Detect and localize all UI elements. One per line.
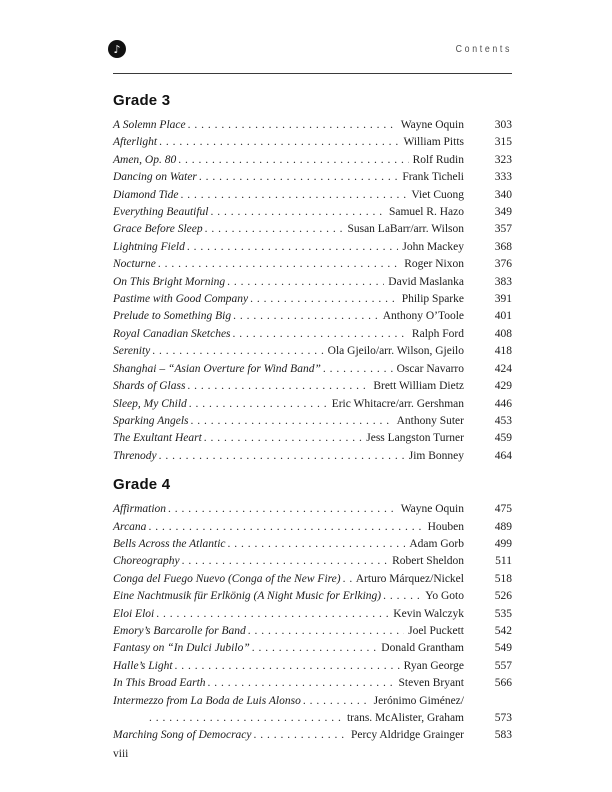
toc-row	[113, 134, 512, 151]
toc-entry-page: 453	[494, 414, 512, 427]
toc-entry-page: 518	[494, 572, 512, 585]
toc-entry-title: Royal Canadian Sketches	[113, 327, 231, 340]
toc-entry-composer: Oscar Navarro	[396, 362, 464, 375]
toc-entry-title: Affirmation	[113, 503, 167, 516]
toc-entry-composer: Robert Sheldon	[392, 555, 464, 568]
toc-entry-title: Pastime with Good Company	[113, 293, 249, 306]
toc-entry-composer: Ryan George	[403, 659, 464, 672]
dot-leader	[252, 640, 378, 657]
toc-entry-composer: Brett William Dietz	[373, 380, 464, 393]
dot-leader	[254, 727, 347, 744]
toc-entry-title: Fantasy on “In Dulci Jubilo”	[113, 642, 250, 655]
toc-entry-composer: Ralph Ford	[411, 327, 464, 340]
toc-entry-page: 340	[494, 188, 512, 201]
toc-entry-page: 333	[494, 171, 512, 184]
dot-leader	[189, 396, 328, 413]
toc-entry-page: 511	[495, 555, 512, 568]
toc-row	[113, 256, 512, 273]
toc-entry-composer: Susan LaBarr/arr. Wilson	[347, 223, 464, 236]
toc-row	[113, 640, 512, 657]
toc-entry-page: 376	[494, 258, 512, 271]
dot-leader	[233, 326, 408, 343]
toc-entry-page: 391	[494, 293, 512, 306]
toc-row	[113, 571, 512, 588]
toc-entry-page: 349	[494, 206, 512, 219]
toc-entry-title: Shards of Glass	[113, 380, 186, 393]
section-heading: Grade 3	[113, 92, 171, 109]
toc-row	[113, 675, 512, 692]
toc-row	[113, 430, 512, 447]
toc-row	[113, 221, 512, 238]
toc-entry-composer: Yo Goto	[425, 590, 464, 603]
dot-leader	[181, 187, 408, 204]
toc-row	[113, 396, 512, 413]
toc-row	[113, 710, 512, 727]
toc-row	[113, 152, 512, 169]
toc-entry-page: 424	[494, 362, 512, 375]
toc-entry-title: Nocturne	[113, 258, 156, 271]
toc-entry-title: Eloi Eloi	[113, 607, 155, 620]
toc-entry-title: Choreography	[113, 555, 180, 568]
dot-leader	[199, 169, 398, 186]
toc-entry-title: Sleep, My Child	[113, 397, 187, 410]
toc-entry-composer: William Pitts	[403, 136, 464, 149]
header-rule	[113, 73, 512, 74]
dot-leader	[152, 343, 323, 360]
toc-entry-page: 475	[494, 503, 512, 516]
toc-entry-page: 446	[494, 397, 512, 410]
dot-leader	[178, 152, 408, 169]
toc-row	[113, 204, 512, 221]
toc-row	[113, 693, 512, 710]
toc-entry-page: 368	[494, 240, 512, 253]
toc-entry-title: Emory’s Barcarolle for Band	[113, 624, 246, 637]
toc-entry-title: Threnody	[113, 449, 157, 462]
toc-entry-page: 401	[494, 310, 512, 323]
toc-entry-title: Marching Song of Democracy	[113, 729, 252, 742]
dot-leader	[187, 378, 369, 395]
toc-entry-composer: John Mackey	[402, 240, 464, 253]
toc-entry-page: 542	[494, 624, 512, 637]
toc-row	[113, 727, 512, 744]
toc-entry-title: Lightning Field	[113, 240, 185, 253]
toc-entry-title: Sparking Angels	[113, 414, 189, 427]
toc-entry-title: Intermezzo from La Boda de Luis Alonso	[113, 694, 301, 707]
dot-leader	[228, 536, 406, 553]
toc-entry-title: Everything Beautiful	[113, 206, 209, 219]
dot-leader	[208, 675, 395, 692]
dot-leader	[211, 204, 385, 221]
toc-entry-page: 557	[494, 659, 512, 672]
toc-entry-page: 459	[494, 432, 512, 445]
toc-row	[113, 274, 512, 291]
toc-entry-title: In This Broad Earth	[113, 677, 206, 690]
toc-row	[113, 519, 512, 536]
toc-entry-page: 535	[494, 607, 512, 620]
toc-entry-composer: Jim Bonney	[408, 449, 464, 462]
toc-entry-composer: Steven Bryant	[398, 677, 464, 690]
toc-entry-composer: Frank Ticheli	[402, 171, 464, 184]
toc-entry-page: 383	[494, 275, 512, 288]
dot-leader	[159, 134, 399, 151]
toc-entry-page: 489	[494, 520, 512, 533]
toc-entry-title: Afterlight	[113, 136, 158, 149]
toc-entry-composer: Houben	[427, 520, 464, 533]
toc-entry-title: Eine Nachtmusik für Erlkönig (A Night Music for Erlking)	[113, 590, 382, 603]
dot-leader	[158, 256, 400, 273]
toc-entry-title: Diamond Tide	[113, 188, 179, 201]
toc-entry-page: 499	[494, 537, 512, 550]
dot-leader	[188, 117, 397, 134]
toc-entry-composer: Samuel R. Hazo	[388, 206, 464, 219]
toc-entry-page: 583	[494, 729, 512, 742]
toc-row	[113, 606, 512, 623]
toc-row	[113, 448, 512, 465]
treble-clef-logo: ♪	[108, 40, 126, 58]
toc-entry-composer: Ola Gjeilo/arr. Wilson, Gjeilo	[327, 345, 464, 358]
toc-row	[113, 378, 512, 395]
toc-entry-composer: Wayne Oquin	[400, 503, 464, 516]
dot-leader	[343, 571, 352, 588]
toc-entry-composer: trans. McAlister, Graham	[346, 712, 464, 724]
toc-entry-page: 464	[494, 449, 512, 462]
toc-entry-composer: Kevin Walczyk	[393, 607, 464, 620]
toc-row	[113, 658, 512, 675]
toc-entry-title: Grace Before Sleep	[113, 223, 203, 236]
page-header	[113, 38, 512, 60]
dot-leader	[187, 239, 398, 256]
dot-leader	[168, 501, 397, 518]
toc-row	[113, 588, 512, 605]
toc-entry-composer: Adam Gorb	[409, 537, 464, 550]
toc-row	[113, 326, 512, 343]
dot-leader	[175, 658, 400, 675]
toc-entry-composer: David Maslanka	[388, 275, 464, 288]
dot-leader	[233, 308, 379, 325]
toc-entry-composer: Donald Grantham	[381, 642, 464, 655]
section-heading: Grade 4	[113, 476, 171, 494]
toc-entry-title: Bells Across the Atlantic	[113, 537, 226, 550]
toc-row	[113, 623, 512, 640]
toc-row	[113, 343, 512, 360]
toc-entry-title: The Exultant Heart	[113, 432, 202, 445]
dot-leader	[182, 553, 388, 570]
toc-entry-page: 357	[494, 223, 512, 236]
dot-leader	[148, 519, 423, 536]
toc-entry-page: 303	[494, 119, 512, 131]
toc-entry-page: 429	[494, 380, 512, 393]
toc-entry-composer: Jerónimo Giménez/	[373, 694, 464, 707]
toc-row	[113, 553, 512, 570]
toc-row	[113, 117, 512, 134]
dot-leader	[248, 623, 404, 640]
table-of-contents	[113, 93, 512, 745]
toc-entry-page: 566	[494, 677, 512, 690]
dot-leader	[323, 361, 393, 378]
toc-row	[113, 187, 512, 204]
toc-row	[113, 239, 512, 256]
toc-entry-title: Arcana	[113, 520, 147, 533]
toc-entry-composer: Anthony Suter	[396, 414, 464, 427]
dot-leader	[205, 221, 344, 238]
toc-entry-title: Conga del Fuego Nuevo (Conga of the New Fire)	[113, 572, 341, 585]
toc-entry-composer: Wayne Oquin	[400, 119, 464, 131]
dot-leader	[204, 430, 362, 447]
toc-entry-composer: Jess Langston Turner	[366, 432, 464, 445]
toc-entry-title: Dancing on Water	[113, 171, 197, 184]
toc-entry-title: Halle’s Light	[113, 659, 173, 672]
toc-row	[113, 501, 512, 518]
toc-section	[113, 477, 512, 745]
toc-entry-composer: Viet Cuong	[411, 188, 464, 201]
toc-page	[113, 0, 512, 760]
toc-entry-title: Shanghai – “Asian Overture for Wind Band”	[113, 362, 321, 375]
dot-leader	[156, 606, 389, 623]
toc-entry-title: Prelude to Something Big	[113, 310, 232, 323]
toc-entry-composer: Percy Aldridge Grainger	[350, 729, 464, 742]
toc-entry-page: 418	[494, 345, 512, 358]
folio-page-number: viii	[113, 747, 129, 760]
toc-entry-title: A Solemn Place	[113, 119, 186, 131]
toc-entry-page: 408	[494, 327, 512, 340]
dot-leader	[383, 588, 421, 605]
toc-entry-composer: Rolf Rudin	[412, 153, 464, 166]
dot-leader	[303, 693, 370, 710]
dot-leader	[250, 291, 398, 308]
toc-entry-composer: Arturo Márquez/Nickel	[355, 572, 464, 585]
toc-entry-page: 549	[494, 642, 512, 655]
toc-entry-title: On This Bright Morning	[113, 275, 226, 288]
toc-row	[113, 308, 512, 325]
toc-entry-composer: Joel Puckett	[408, 624, 464, 637]
toc-entry-composer: Roger Nixon	[404, 258, 464, 271]
toc-row	[113, 291, 512, 308]
toc-entry-title: Serenity	[113, 345, 151, 358]
running-head-contents: Contents	[455, 43, 512, 55]
dot-leader	[227, 274, 384, 291]
dot-leader	[149, 710, 343, 727]
toc-entry-page: 323	[494, 153, 512, 166]
toc-entry-composer: Eric Whitacre/arr. Gershman	[331, 397, 464, 410]
toc-row	[113, 413, 512, 430]
toc-entry-page: 315	[494, 136, 512, 149]
toc-section	[113, 93, 512, 465]
toc-entry-page: 526	[494, 590, 512, 603]
dot-leader	[159, 448, 405, 465]
toc-row	[113, 169, 512, 186]
toc-entry-composer: Anthony O’Toole	[382, 310, 464, 323]
toc-entry-composer: Philip Sparke	[401, 293, 464, 306]
toc-row	[113, 361, 512, 378]
toc-entry-page: 573	[494, 712, 512, 724]
toc-row	[113, 536, 512, 553]
toc-entry-title: Amen, Op. 80	[113, 153, 177, 166]
dot-leader	[191, 413, 393, 430]
